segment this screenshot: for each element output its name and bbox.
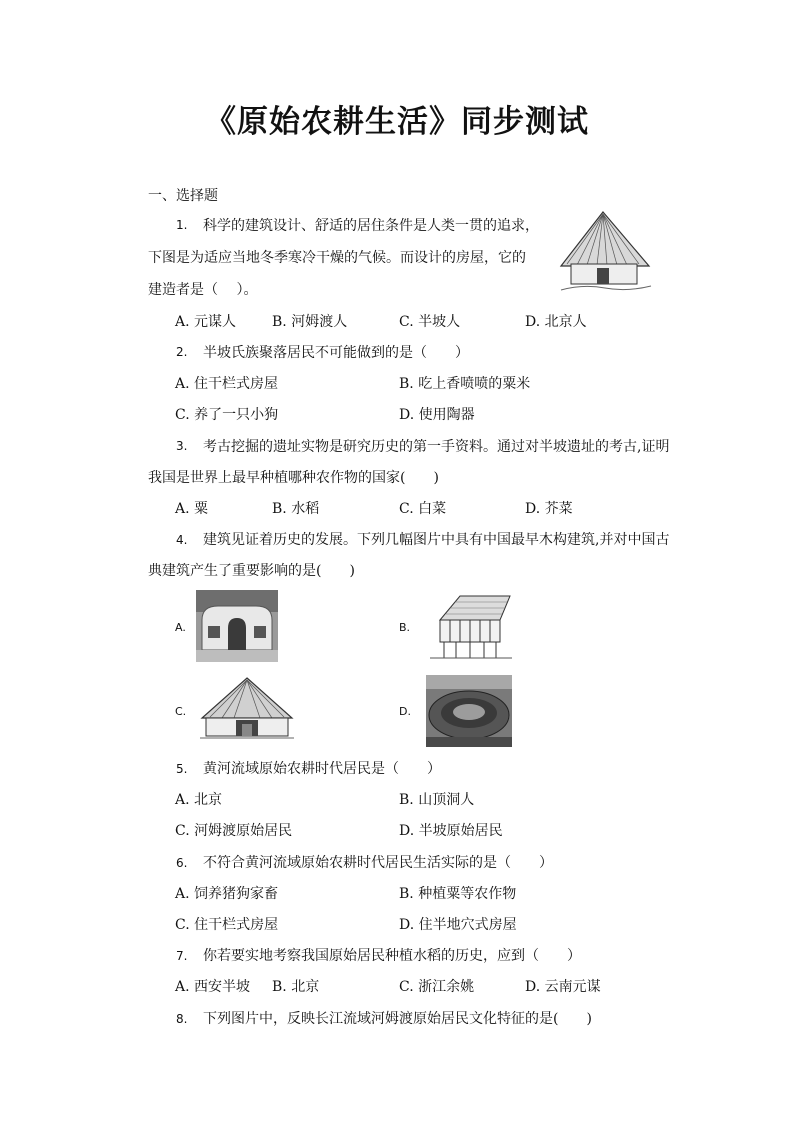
question-6-option-d[interactable]: D. 住半地穴式房屋 <box>399 917 517 933</box>
question-7-option-c[interactable]: C. 浙江余姚 <box>399 979 475 995</box>
question-2-option-a[interactable]: A. 住干栏式房屋 <box>175 376 279 392</box>
question-7-option-d[interactable]: D. 云南元谋 <box>525 979 601 995</box>
question-7-option-b[interactable]: B. 北京 <box>272 979 320 995</box>
question-6-option-a[interactable]: A. 饲养猪狗家畜 <box>175 886 279 902</box>
question-7-option-a[interactable]: A. 西安半坡 <box>175 979 251 995</box>
question-2-number: 2. <box>176 345 188 359</box>
question-4-option-c-label[interactable]: C. <box>175 705 187 718</box>
stilt-house-image[interactable] <box>426 592 516 662</box>
question-3-option-b[interactable]: B. 水稻 <box>272 501 320 517</box>
question-3-option-d[interactable]: D. 芥菜 <box>525 501 573 517</box>
question-1-option-b[interactable]: B. 河姆渡人 <box>272 314 348 330</box>
question-2-option-d[interactable]: D. 使用陶器 <box>399 407 475 423</box>
question-1-line-2: 下图是为适应当地冬季寒冷干燥的气候。而设计的房屋，它的 <box>148 250 526 266</box>
question-1-line-1: 科学的建筑设计、舒适的居住条件是人类一贯的追求， <box>203 218 539 234</box>
question-1-number: 1. <box>176 218 188 232</box>
page-title: 《原始农耕生活》同步测试 <box>205 104 589 140</box>
question-1-option-c[interactable]: C. 半坡人 <box>399 314 461 330</box>
question-6-option-c[interactable]: C. 住干栏式房屋 <box>175 917 279 933</box>
question-5-option-c[interactable]: C. 河姆渡原始居民 <box>175 823 293 839</box>
question-8-stem: 下列图片中，反映长江流域河姆渡原始居民文化特征的是( ) <box>203 1011 592 1027</box>
question-2-stem: 半坡氏族聚落居民不可能做到的是（ ） <box>203 345 469 361</box>
question-8-number: 8. <box>176 1012 188 1026</box>
question-5-option-b[interactable]: B. 山顶洞人 <box>399 792 475 808</box>
question-3-option-c[interactable]: C. 白菜 <box>399 501 447 517</box>
question-6-option-b[interactable]: B. 种植粟等农作物 <box>399 886 517 902</box>
question-1-option-d[interactable]: D. 北京人 <box>525 314 587 330</box>
question-5-stem: 黄河流域原始农耕时代居民是（ ） <box>203 761 441 777</box>
question-6-number: 6. <box>176 856 188 870</box>
question-3-line-2: 我国是世界上最早种植哪种农作物的国家( ) <box>148 470 439 486</box>
round-earth-building-image[interactable] <box>426 675 512 747</box>
question-2-option-c[interactable]: C. 养了一只小狗 <box>175 407 279 423</box>
question-7-number: 7. <box>176 949 188 963</box>
question-5-number: 5. <box>176 762 188 776</box>
section-heading: 一、选择题 <box>148 188 218 204</box>
question-4-line-1: 建筑见证着历史的发展。下列几幅图片中具有中国最早木构建筑,并对中国古 <box>203 532 670 548</box>
question-1-option-a[interactable]: A. 元谋人 <box>175 314 237 330</box>
question-3-option-a[interactable]: A. 粟 <box>175 501 209 517</box>
question-4-line-2: 典建筑产生了重要影响的是( ) <box>148 563 355 579</box>
question-5-option-a[interactable]: A. 北京 <box>175 792 223 808</box>
question-4-option-d-label[interactable]: D. <box>399 705 411 718</box>
cave-dwelling-image[interactable] <box>196 590 278 662</box>
question-4-option-b-label[interactable]: B. <box>399 621 411 634</box>
question-4-number: 4. <box>176 533 188 547</box>
semi-subterranean-house-image[interactable] <box>198 674 296 746</box>
question-1-line-3: 建造者是（ ）。 <box>148 282 258 298</box>
question-7-stem: 你若要实地考察我国原始居民种植水稻的历史，应到（ ） <box>203 948 581 964</box>
question-3-line-1: 考古挖掘的遗址实物是研究历史的第一手资料。通过对半坡遗址的考古,证明 <box>203 439 670 455</box>
round-thatched-hut-image <box>553 208 657 296</box>
question-6-stem: 不符合黄河流域原始农耕时代居民生活实际的是（ ） <box>203 855 553 871</box>
question-2-option-b[interactable]: B. 吃上香喷喷的粟米 <box>399 376 531 392</box>
question-4-option-a-label[interactable]: A. <box>175 621 186 634</box>
question-3-number: 3. <box>176 439 188 453</box>
question-5-option-d[interactable]: D. 半坡原始居民 <box>399 823 503 839</box>
